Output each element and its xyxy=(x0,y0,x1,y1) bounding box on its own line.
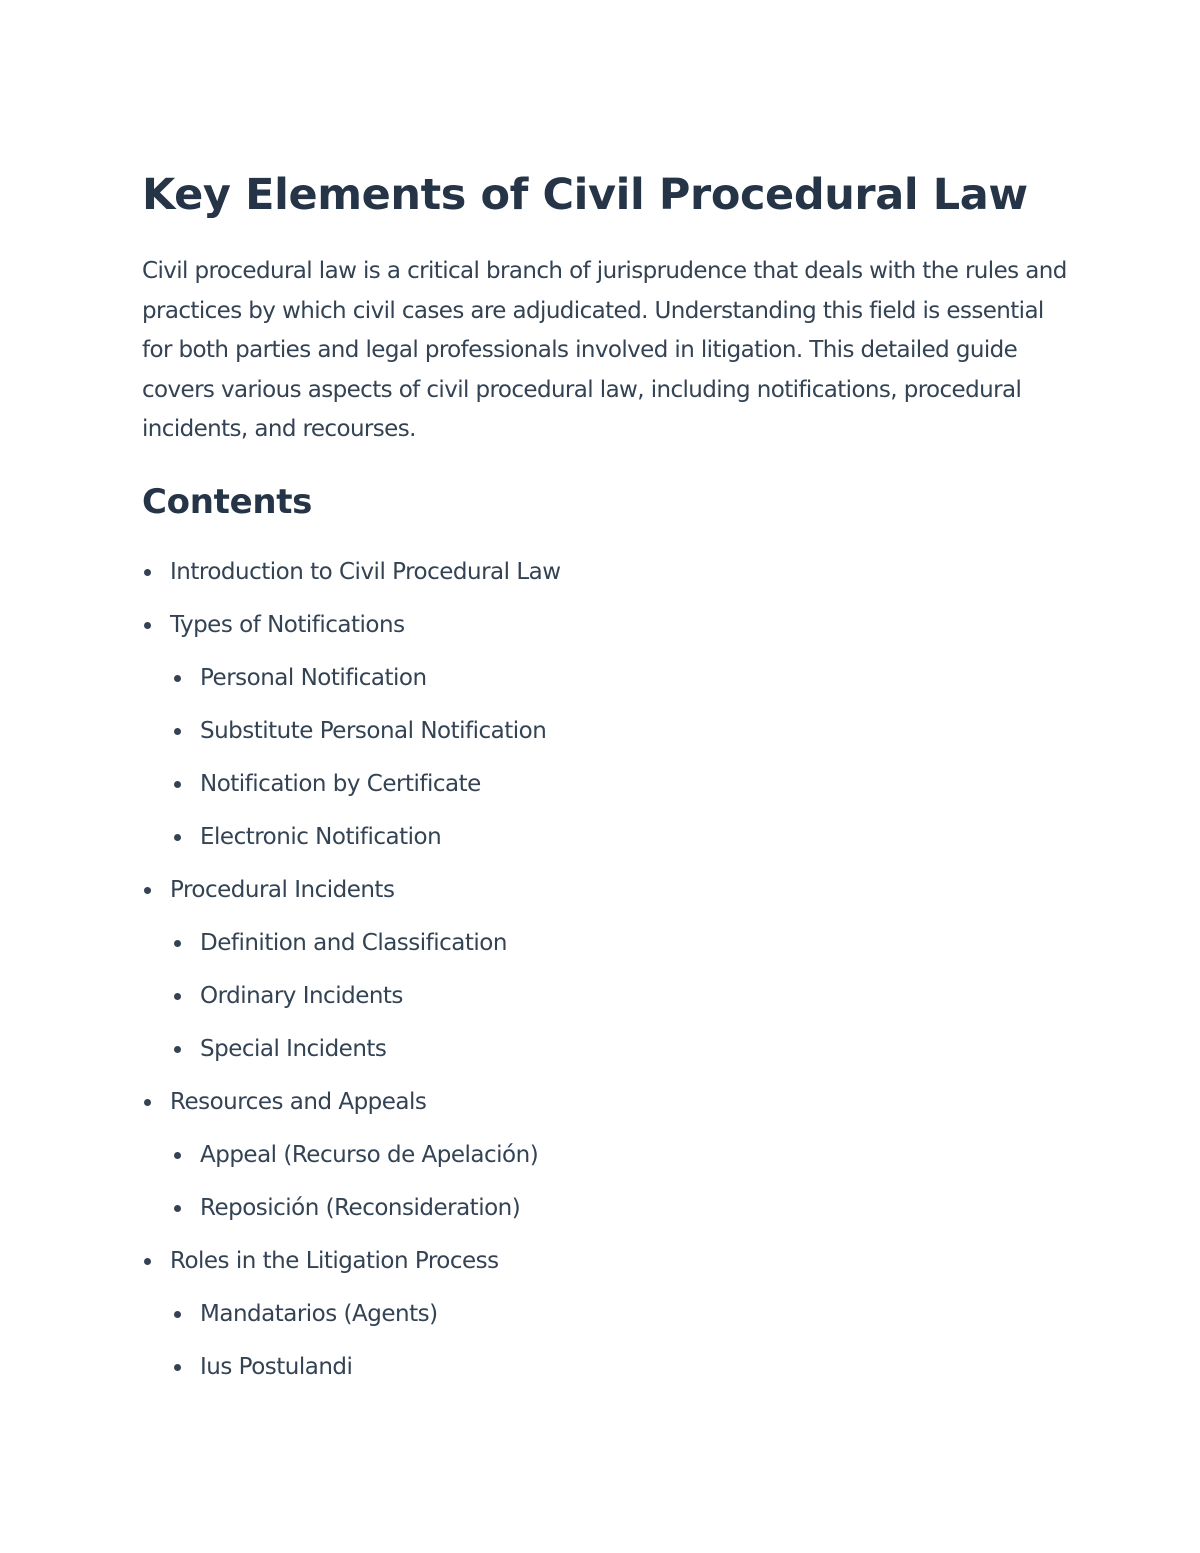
bullet-icon xyxy=(174,1152,181,1159)
toc-item-label: Appeal (Recurso de Apelación) xyxy=(200,1142,539,1168)
toc-item xyxy=(142,599,1072,652)
toc-item-label: Ordinary Incidents xyxy=(200,983,403,1009)
bullet-icon xyxy=(144,569,151,576)
toc-item xyxy=(142,1235,1072,1288)
document-page xyxy=(142,168,1072,1394)
bullet-icon xyxy=(174,728,181,735)
bullet-icon xyxy=(174,940,181,947)
bullet-icon xyxy=(174,1205,181,1212)
toc-item-label: Electronic Notification xyxy=(200,824,442,850)
toc-item xyxy=(142,1023,1072,1076)
bullet-icon xyxy=(144,1099,151,1106)
toc-item-label: Types of Notifications xyxy=(170,612,405,638)
bullet-icon xyxy=(144,887,151,894)
bullet-icon xyxy=(174,1311,181,1318)
bullet-icon xyxy=(174,1046,181,1053)
toc-item-label: Personal Notification xyxy=(200,665,427,691)
toc-item xyxy=(142,864,1072,917)
toc-item-label: Definition and Classification xyxy=(200,930,507,956)
toc-item-label: Reposición (Reconsideration) xyxy=(200,1195,521,1221)
bullet-icon xyxy=(174,675,181,682)
toc-item xyxy=(142,1076,1072,1129)
toc-item-label: Resources and Appeals xyxy=(170,1089,427,1115)
page-title: Key Elements of Civil Procedural Law xyxy=(142,170,1028,220)
bullet-icon xyxy=(174,1364,181,1371)
toc-item xyxy=(142,811,1072,864)
toc-item xyxy=(142,1341,1072,1394)
toc-item xyxy=(142,1182,1072,1235)
bullet-icon xyxy=(144,622,151,629)
table-of-contents xyxy=(142,546,1072,1394)
toc-item xyxy=(142,917,1072,970)
toc-item xyxy=(142,705,1072,758)
toc-item xyxy=(142,652,1072,705)
toc-item-label: Substitute Personal Notification xyxy=(200,718,547,744)
toc-item xyxy=(142,546,1072,599)
toc-item-label: Notification by Certificate xyxy=(200,771,481,797)
toc-item-label: Special Incidents xyxy=(200,1036,387,1062)
toc-item xyxy=(142,970,1072,1023)
toc-item-label: Mandatarios (Agents) xyxy=(200,1301,438,1327)
toc-item xyxy=(142,1288,1072,1341)
bullet-icon xyxy=(174,781,181,788)
bullet-icon xyxy=(174,993,181,1000)
bullet-icon xyxy=(174,834,181,841)
toc-item-label: Ius Postulandi xyxy=(200,1354,353,1380)
toc-item-label: Procedural Incidents xyxy=(170,877,395,903)
contents-heading: Contents xyxy=(142,481,313,522)
bullet-icon xyxy=(144,1258,151,1265)
toc-item-label: Roles in the Litigation Process xyxy=(170,1248,499,1274)
toc-item xyxy=(142,758,1072,811)
toc-item-label: Introduction to Civil Procedural Law xyxy=(170,559,561,585)
intro-paragraph: Civil procedural law is a critical branch of jurisprudence that deals with the rules and practices by which civil cases are adjudicated. Understanding this field is essential for both parties and legal professionals involved in litigation. This detailed guide covers various aspects of civil procedural law, including notifications, procedural incidents, and recourses. xyxy=(142,258,1067,442)
toc-item xyxy=(142,1129,1072,1182)
